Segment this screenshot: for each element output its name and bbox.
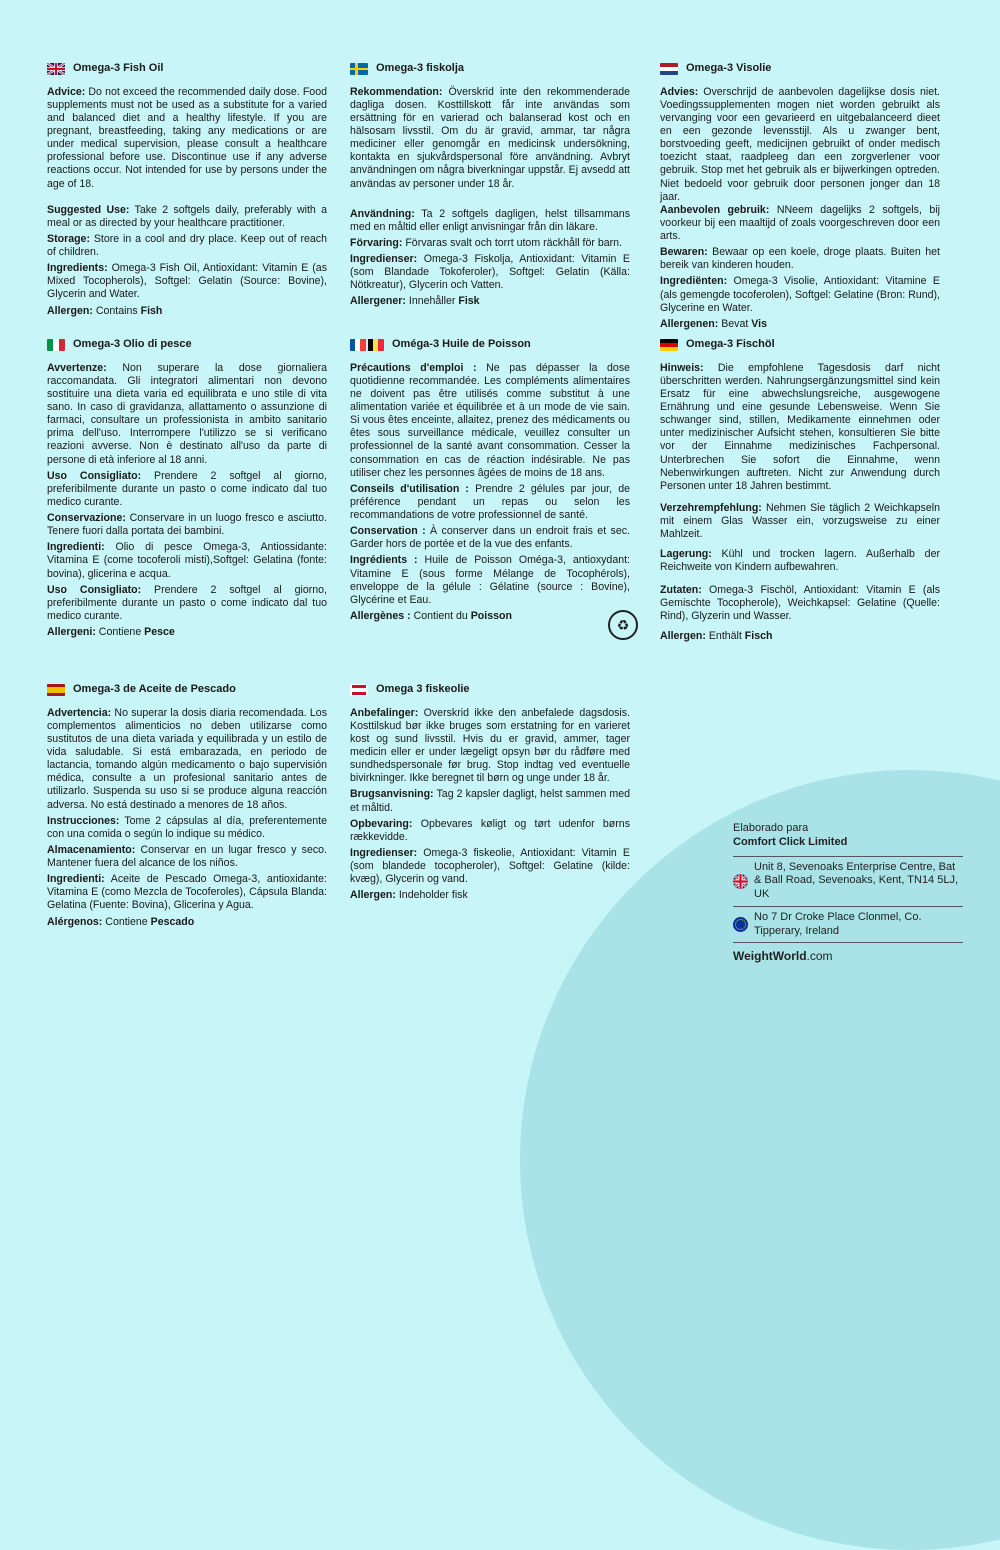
use-repeat-paragraph: Uso Consigliato: Prendere 2 softgel al giorno, preferibilmente durante un pasto o come indicato dal tuo medico curante. [47, 583, 327, 622]
allergen-paragraph: Allergener: Innehåller Fisk [350, 295, 480, 308]
ingredients-paragraph: Ingredients: Omega-3 Fish Oil, Antioxidant: Vitamin E (as Mixed Tocopherols), Softgel: Gelatin (Source: Bovine), Glycerin and Water. [47, 262, 327, 301]
uk-flag-icon [733, 874, 748, 889]
section-title [350, 62, 630, 76]
company-name: Comfort Click Limited [733, 835, 848, 848]
ingredients-paragraph: Ingredienser: Omega-3 Fiskolja, Antioxidant: Vitamin E (som Blandade Tokoferoler), Softgel: Gelatin (Källa: Nötkreatur), Glycerin och Vatten. [350, 253, 630, 292]
address-block [733, 822, 963, 964]
use-paragraph: Brugsanvisning: Tag 2 kapsler dagligt, helst sammen med et måltid. [350, 788, 630, 814]
section-title [350, 683, 630, 697]
storage-paragraph: Almacenamiento: Conservar en un lugar fresco y seco. Mantener fuera del alcance de los niños. [47, 843, 327, 869]
uk-flag-icon [47, 63, 65, 75]
ingredients-paragraph: Zutaten: Omega-3 Fischöl, Antioxidant: Vitamin E (als Gemischte Tocopherole), Weichkapsel: Gelatine (Quelle: Rind), Glyzerin und Wasser. [660, 583, 940, 622]
storage-paragraph: Storage: Store in a cool and dry place. Keep out of reach of children. [47, 232, 327, 258]
allergen-paragraph: Allergen: Enthält Fisch [660, 629, 773, 642]
title-text: Oméga-3 Huile de Poisson [392, 338, 531, 350]
storage-paragraph: Lagerung: Kühl und trocken lagern. Außerhalb der Reichweite von Kindern aufbewahren. [660, 548, 940, 574]
eu-flag-icon [733, 917, 748, 932]
title-text: Omega-3 Olio di pesce [73, 338, 192, 350]
germany-flag-icon [660, 339, 678, 351]
use-paragraph: Uso Consigliato: Prendere 2 softgel al giorno, preferibilmente durante un pasto o come indicato dal tuo medico curante. [47, 469, 327, 508]
section-danish [350, 683, 630, 905]
ie-address-text: No 7 Dr Croke Place Clonmel, Co. Tipperary, Ireland [754, 910, 922, 937]
france-belgium-flag-icon [350, 339, 384, 351]
section-title [350, 338, 630, 352]
allergen-paragraph: Allergenen: Bevat Vis [660, 317, 767, 330]
advice-paragraph: Advice: Do not exceed the recommended daily dose. Food supplements must not be used as a substitute for a varied and balanced diet and a healthy lifestyle. If you are pregnant, breastfeeding, taking any medications or are under medical supervision, please consult a healthcare professional before use. Discontinue use if any adverse reactions occur. Not intended for use by persons under the age of 18. [47, 85, 327, 190]
advice-paragraph: Anbefalinger: Overskrid ikke den anbefalede dagsdosis. Kosttilskud bør ikke bruges som erstatning for en varieret kost og sund livsstil. Hvis du er gravid, ammer, tager medicin eller er under lægeligt opsyn bør du rådføre med sundhedspersonale før brug. Stop indtag ved eventuelle bivirkninger. Ikke beregnet til børn og unge under 18 år. [350, 706, 630, 785]
ingredients-paragraph: Ingredienser: Omega-3 fiskeolie, Antioxidant: Vitamin E (som blandede tocopheroler), Softgel: Gelatine (kilde: kvæg), Glycerin og vand. [350, 846, 630, 886]
section-title [47, 683, 327, 697]
section-italian [47, 338, 327, 642]
spain-flag-icon [47, 684, 65, 696]
section-spanish [47, 683, 327, 932]
use-paragraph: Conseils d'utilisation : Prendre 2 gélules par jour, de préférence pendant un repas ou selon les recommandations de votre professionnel de santé. [350, 482, 630, 521]
use-paragraph: Suggested Use: Take 2 softgels daily, preferably with a meal or as directed by your healthcare practitioner. [47, 203, 327, 229]
allergen-paragraph: Allergènes : Contient du Poisson [350, 609, 512, 622]
title-text: Omega-3 fiskolja [376, 62, 465, 74]
brand-website: WeightWorld.com [733, 949, 833, 964]
title-text: Omega-3 de Aceite de Pescado [73, 683, 236, 695]
ingredients-paragraph: Ingrédients : Huile de Poisson Oméga-3, antioxydant: Vitamine E (sous forme Mélange de Tocophérols), enveloppe de la gélule : Gélatine (source : Bovine), Glycérine et Eau. [350, 554, 630, 606]
italy-flag-icon [47, 339, 65, 351]
section-title [47, 338, 327, 352]
advice-paragraph: Advertencia: No superar la dosis diaria recomendada. Los complementos alimenticios no deben utilizarse como sustitutos de una dieta variada y equilibrada y un estilo de vida saludable. Si está embarazada, en periodo de lactancia, tomando algún medicamento o bajo supervisión médica, consulte a un profesional sanitario antes de utilizarlo. Suspenda su uso si se produce alguna reacción adversa. No está destinado a menores de 18 años. [47, 706, 327, 811]
section-dutch [660, 62, 940, 334]
ingredients-paragraph: Ingrediënten: Omega-3 Visolie, Antioxidant: Vitamine E (als gemengde tocoferolen), Softgel: Gelatine (Bron: Rund), Glycerine en Water. [660, 275, 940, 314]
tidyman-recycle-icon: ♻ [608, 610, 638, 640]
title-text: Omega-3 Visolie [686, 62, 772, 74]
title-text: Omega-3 Fischöl [686, 338, 775, 350]
uk-address-text: Unit 8, Sevenoaks Enterprise Centre, Bat & Ball Road, Sevenoaks, Kent, TN14 5LJ, UK [754, 860, 959, 900]
ingredients-paragraph: Ingredienti: Aceite de Pescado Omega-3, antioxidante: Vitamina E (como Mezcla de Tocoferoles), Cápsula Blanda: Gelatina (Fuente: Bovina), Glicerina y Agua. [47, 873, 327, 912]
use-paragraph: Aanbevolen gebruik: NNeem dagelijks 2 softgels, bij voorkeur bij een maaltijd of zoals voorgeschreven door een arts. [660, 203, 941, 242]
section-french [350, 338, 630, 626]
denmark-flag-icon [350, 684, 368, 696]
allergen-paragraph: Allergen: Indeholder fisk [350, 889, 468, 902]
use-paragraph: Instrucciones: Tome 2 cápsulas al día, preferentemente con una comida o según lo indique su médico. [47, 814, 327, 840]
netherlands-flag-icon [660, 63, 678, 75]
sweden-flag-icon [350, 63, 368, 75]
storage-paragraph: Bewaren: Bewaar op een koele, droge plaats. Buiten het bereik van kinderen houden. [660, 246, 940, 272]
advice-paragraph: Précautions d'emploi : Ne pas dépasser la dose quotidienne recommandée. Les compléments alimentaires ne doivent pas être utilisés comme substitut à une alimentation variée et équilibrée et à un mode de vie sain. Si vous êtes enceinte, allaitez, prenez des médicaments ou êtes sous surveillance médicale, veuillez consulter un professionnel de la santé avant consommation. Cesser la consommation en cas de réaction indésirable. Ne pas utiliser chez les personnes âgées de moins de 18 ans. [350, 361, 631, 479]
uk-address-row [733, 856, 963, 906]
allergen-paragraph: Allergen: Contains Fish [47, 304, 163, 317]
made-for-label: Elaborado para [733, 822, 809, 834]
section-english [47, 62, 327, 321]
use-paragraph: Verzehrempfehlung: Nehmen Sie täglich 2 Weichkapseln mit einem Glas Wasser ein, vorzugsweise zu einer Mahlzeit. [660, 501, 940, 541]
advice-paragraph: Advies: Overschrijd de aanbevolen dagelijkse dosis niet. Voedingssupplementen mogen niet worden gebruikt als vervanging voor een gevarieerd en uitgebalanceerd dieet en een gezonde levensstijl. Als u zwanger bent, borstvoeding geeft, medicijnen gebruikt of onder medisch toezicht staat, raadpleeg dan een zorgverlener voor gebruik. Stop met het gebruik als er bijwerkingen optreden. Niet bedoeld voor gebruik door personen jonger dan 18 jaar. [660, 85, 940, 203]
title-text: Omega 3 fiskeolie [376, 683, 470, 695]
storage-paragraph: Förvaring: Förvaras svalt och torrt utom räckhåll för barn. [350, 236, 622, 249]
section-title [660, 62, 940, 76]
section-title [660, 338, 940, 352]
title-text: Omega-3 Fish Oil [73, 62, 164, 74]
ingredients-paragraph: Ingredienti: Olio di pesce Omega-3, Antiossidante: Vitamina E (come tocoferoli misti),Softgel: Gelatina (fonte: bovina), glicerina e acqua. [47, 541, 327, 580]
section-german [660, 338, 940, 646]
advice-paragraph: Rekommendation: Överskrid inte den rekommenderade dagliga dosen. Kosttillskott får inte användas som ersättning för en varierad och balanserad kost och en hälsosam livsstil. Om du är gravid, ammar, tar några mediciner eller genomgår en medicinsk undersökning, kontakta en sjukvårdspersonal före användning. Avbryt användningen om några biverkningar uppstår. Ej avsedd att användas av personer under 18 år. [350, 85, 630, 190]
use-paragraph: Användning: Ta 2 softgels dagligen, helst tillsammans med en måltid eller enligt anvisningar från din läkare. [350, 207, 630, 233]
ie-address-row [733, 906, 963, 944]
storage-paragraph: Conservazione: Conservare in un luogo fresco e asciutto. Tenere fuori dalla portata dei bambini. [47, 512, 327, 538]
storage-paragraph: Opbevaring: Opbevares køligt og tørt udenfor børns rækkevidde. [350, 817, 630, 843]
advice-paragraph: Hinweis: Die empfohlene Tagesdosis darf nicht überschritten werden. Nahrungsergänzungsmittel sind kein Ersatz für eine abwechslungsreiche, ausgewogene Ernährung und eine gesunde Lebensweise. Wenn Sie schwanger sind, stillen, Medikamente einnehmen oder unter medizinischer Aufsicht stehen, konsultieren Sie bitte vor der Einnahme medizinisches Fachpersonal. Unterbrechen Sie sofort die Einnahme, wenn Nebenwirkungen auftreten. Nicht zur Anwendung durch Personen unter 18 Jahren bestimmt. [660, 361, 940, 492]
section-swedish [350, 62, 630, 312]
storage-paragraph: Conservation : À conserver dans un endroit frais et sec. Garder hors de portée et de la vue des enfants. [350, 525, 630, 551]
allergen-paragraph: Allergeni: Contiene Pesce [47, 626, 175, 638]
section-title [47, 62, 327, 76]
advice-paragraph: Avvertenze: Non superare la dose giornaliera raccomandata. Gli integratori alimentari non devono sostituire una dieta varia ed equilibrata e uno stile di vita sano. In caso di gravidanza, allattamento o assunzione di farmaci, consultare un professionista in ambito sanitario prima dell'uso. Interrompere l'utilizzo se si verificano reazioni avverse. Non è destinato all'uso da parte di persone di età inferiore al 18 anni. [47, 361, 327, 466]
allergen-paragraph: Alérgenos: Contiene Pescado [47, 915, 195, 928]
